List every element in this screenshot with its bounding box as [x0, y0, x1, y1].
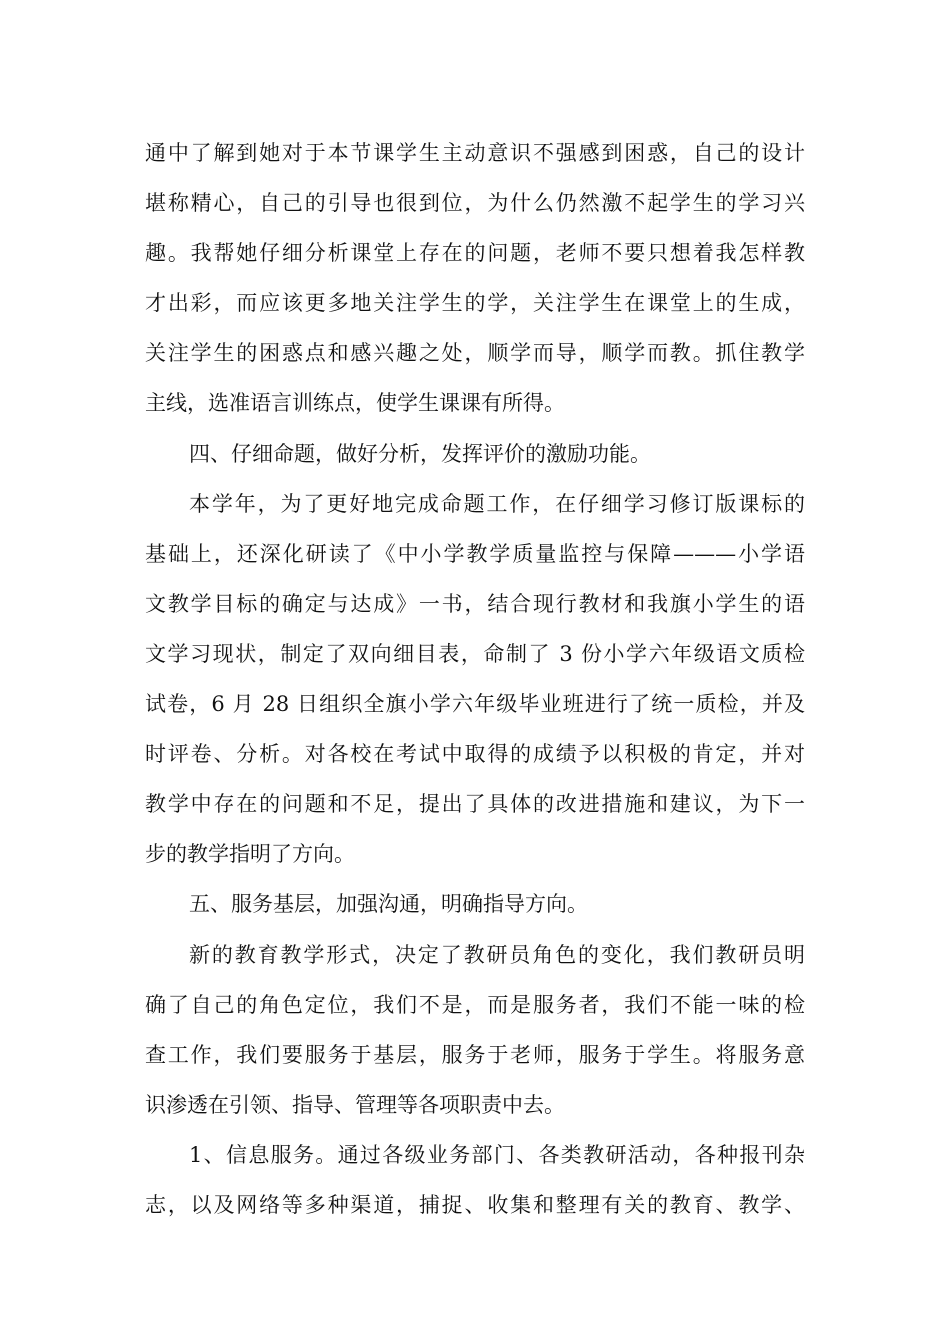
text-line: 时评卷、分析。对各校在考试中取得的成绩予以积极的肯定，并对	[145, 742, 805, 767]
text-line: 试卷，6 月 28 日组织全旗小学六年级毕业班进行了统一质检，并及	[145, 692, 805, 717]
document-body	[145, 128, 805, 1230]
text-line: 堪称精心，自己的引导也很到位，为什么仍然激不起学生的学习兴	[145, 191, 805, 216]
text-line: 志，以及网络等多种渠道，捕捉、收集和整理有关的教育、教学、	[145, 1192, 805, 1217]
text-line: 文学习现状，制定了双向细目表，命制了 3 份小学六年级语文质检	[145, 641, 805, 666]
text-line: 才出彩，而应该更多地关注学生的学，关注学生在课堂上的生成，	[145, 291, 805, 316]
text-line: 通中了解到她对于本节课学生主动意识不强感到困惑，自己的设计	[145, 141, 805, 165]
text-line: 趣。我帮她仔细分析课堂上存在的问题，老师不要只想着我怎样教	[145, 241, 805, 266]
paragraph-first-line: 新的教育教学形式，决定了教研员角色的变化，我们教研员明	[189, 942, 805, 967]
paragraph-first-line: 本学年，为了更好地完成命题工作，在仔细学习修订版课标的	[189, 491, 805, 516]
text-line: 步的教学指明了方向。	[145, 842, 355, 867]
text-line: 主线，选准语言训练点，使学生课课有所得。	[145, 391, 565, 416]
text-line: 识渗透在引领、指导、管理等各项职责中去。	[145, 1092, 565, 1117]
section-heading: 五、服务基层，加强沟通，明确指导方向。	[189, 892, 588, 917]
text-line: 查工作，我们要服务于基层，服务于老师，服务于学生。将服务意	[145, 1042, 805, 1067]
text-line: 基础上，还深化研读了《中小学教学质量监控与保障———小学语	[145, 541, 805, 566]
text-line: 教学中存在的问题和不足，提出了具体的改进措施和建议，为下一	[145, 792, 805, 817]
section-heading: 四、仔细命题，做好分析，发挥评价的激励功能。	[189, 441, 651, 466]
paragraph-first-line: 1、信息服务。通过各级业务部门、各类教研活动，各种报刊杂	[189, 1142, 805, 1167]
text-line: 关注学生的困惑点和感兴趣之处，顺学而导，顺学而教。抓住教学	[145, 341, 805, 366]
text-line: 确了自己的角色定位，我们不是，而是服务者，我们不能一味的检	[145, 992, 805, 1017]
text-line: 文教学目标的确定与达成》一书，结合现行教材和我旗小学生的语	[145, 591, 805, 616]
